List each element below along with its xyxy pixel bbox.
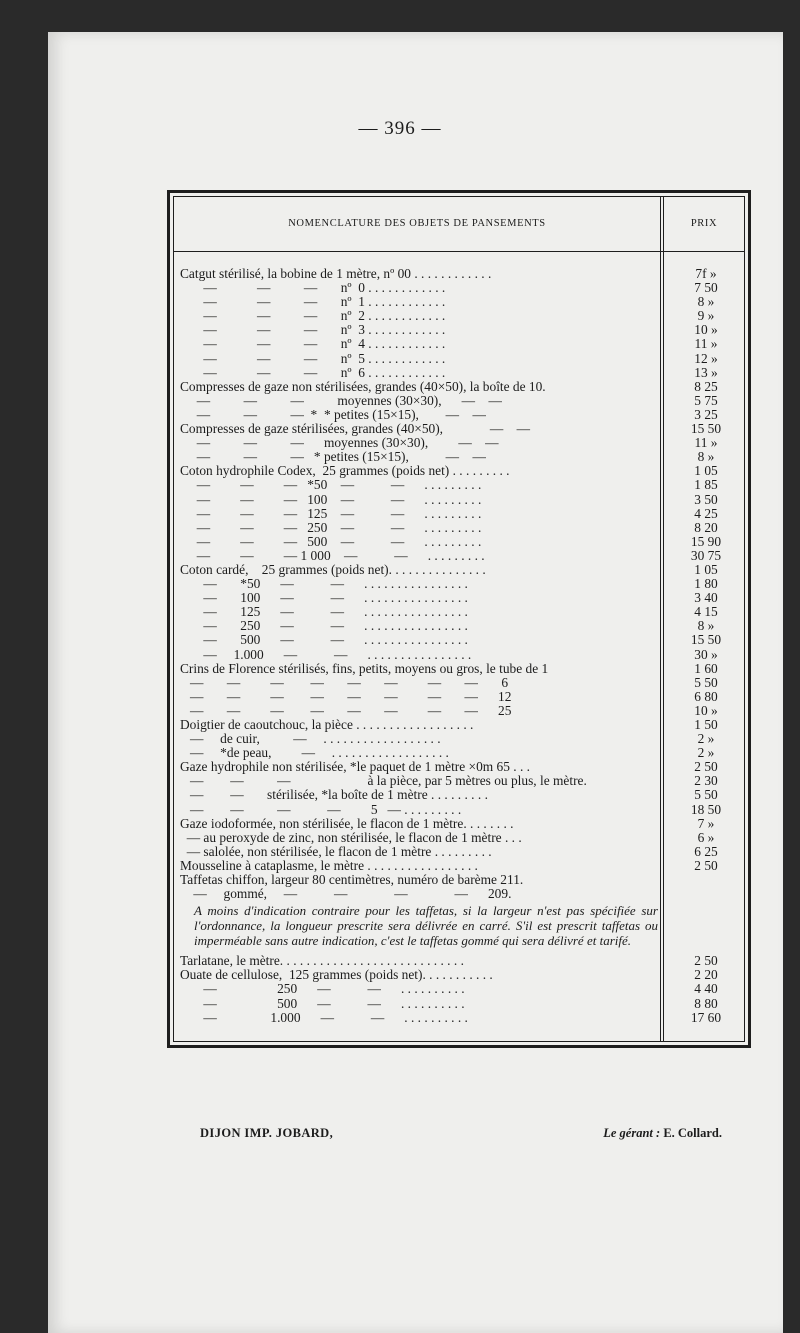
table-row (174, 746, 744, 760)
item-description: — — — à la pièce, par 5 mètres ou plus, le mètre. (180, 774, 587, 789)
item-price: 5 50 (694, 674, 718, 690)
item-price: 8 25 (694, 378, 718, 394)
item-description: — 1.000 — — . . . . . . . . . . (180, 1010, 468, 1025)
item-price: 3 40 (694, 590, 718, 606)
item-price: 1 80 (694, 576, 718, 592)
item-description: Catgut stérilisé, la bobine de 1 mètre, nº 00 . . . . . . . . . . . . (180, 267, 492, 281)
item-description: — 250 — — . . . . . . . . . . . . . . . . (180, 619, 468, 634)
item-price: 1 05 (694, 463, 718, 479)
item-description: — — — 125 — — . . . . . . . . . (180, 506, 482, 521)
table-row (174, 380, 744, 394)
item-description: — *50 — — . . . . . . . . . . . . . . . . (180, 577, 468, 592)
table-row (174, 633, 744, 647)
price-table (167, 190, 751, 1048)
item-description: — *de peau, — . . . . . . . . . . . . . . . . . . (180, 746, 449, 761)
item-price: 6 » (697, 829, 715, 845)
item-description: Ouate de cellulose, 125 grammes (poids net). . . . . . . . . . . (180, 968, 493, 983)
item-description: — — — moyennes (30×30), — — (180, 393, 502, 408)
table-row (174, 295, 744, 309)
table-row (174, 774, 744, 788)
item-list-main (174, 267, 744, 901)
table-row (174, 817, 744, 831)
item-list-secondary (174, 954, 744, 1024)
gerant-name: E. Collard. (663, 1126, 722, 1140)
item-description: — — — * * petites (15×15), — — (180, 407, 486, 422)
printer-imprint: DIJON IMP. JOBARD, (200, 1126, 334, 1140)
item-price: 3 50 (694, 491, 718, 507)
item-description: — 125 — — . . . . . . . . . . . . . . . . (180, 605, 468, 620)
item-price: 7 » (697, 815, 715, 831)
table-row (174, 450, 744, 464)
item-description: — — — *50 — — . . . . . . . . . (180, 478, 482, 493)
item-price: 5 50 (694, 787, 718, 803)
item-description: — gommé, — — — — 209. (180, 887, 512, 902)
item-price: 30 » (694, 646, 718, 662)
item-price: 1 60 (694, 660, 718, 676)
item-description: — — — moyennes (30×30), — — (180, 436, 499, 451)
table-row (174, 436, 744, 450)
item-price: 8 » (697, 294, 715, 310)
table-row (174, 732, 744, 746)
item-price: 2 20 (694, 967, 718, 983)
item-description: — — stérilisée, *la boîte de 1 mètre . . . . . . . . . (180, 788, 488, 803)
table-row (174, 982, 744, 996)
item-price: 4 25 (694, 505, 718, 521)
item-description: — — — nº 1 . . . . . . . . . . . . (180, 295, 446, 310)
table-row (174, 605, 744, 619)
gerant-label: Le gérant : (603, 1126, 661, 1140)
item-description: — — — nº 3 . . . . . . . . . . . . (180, 323, 446, 338)
page-number: — 396 — (358, 118, 442, 139)
table-row (174, 845, 744, 859)
item-description: Coton hydrophile Codex, 25 grammes (poids net) . . . . . . . . . (180, 464, 510, 479)
item-price: 7f » (695, 266, 717, 281)
table-row (174, 464, 744, 478)
item-price: 30 75 (690, 547, 722, 563)
item-price: 2 » (697, 745, 715, 761)
item-description: — — — nº 5 . . . . . . . . . . . . (180, 351, 446, 366)
table-row (174, 690, 744, 704)
item-description: Coton cardé, 25 grammes (poids net). . . . . . . . . . . . . . . (180, 562, 486, 577)
item-price: 2 50 (694, 857, 718, 873)
table-row (174, 662, 744, 676)
item-description: — — — — — — — — 6 (180, 675, 509, 690)
item-price: 13 » (694, 364, 718, 380)
table-row (174, 337, 744, 351)
item-description: — salolée, non stérilisée, le flacon de 1 mètre . . . . . . . . . (180, 844, 492, 859)
table-body (174, 267, 744, 1025)
item-price: 17 60 (690, 1009, 722, 1025)
item-description: Taffetas chiffon, largeur 80 centimètres, numéro de barème 211. (180, 873, 524, 888)
table-row (174, 859, 744, 873)
item-price: 4 40 (694, 981, 718, 997)
table-row (174, 954, 744, 968)
table-row (174, 563, 744, 577)
table-inner-border (173, 196, 745, 1042)
table-row (174, 831, 744, 845)
table-row (174, 408, 744, 422)
table-row (174, 704, 744, 718)
item-price: 2 50 (694, 953, 718, 969)
item-price: 15 50 (690, 632, 722, 648)
table-row (174, 591, 744, 605)
item-description: — — — nº 2 . . . . . . . . . . . . (180, 309, 446, 324)
item-price: 2 50 (694, 759, 718, 775)
item-price: 8 » (697, 618, 715, 634)
table-row (174, 493, 744, 507)
item-price: 11 » (694, 435, 718, 451)
taffetas-note: A moins d'indication contraire pour les taffetas, si la largeur n'est pas spécifiée sur l'ordonnance, la longueur prescrite sera délivrée en carré. S'il est prescrit taffetas ou imperméable sans autre indication, c'est le taffetas gommé qui sera délivré et tarifé. (194, 903, 658, 949)
item-price: 11 » (694, 336, 718, 352)
table-row (174, 873, 744, 887)
item-description: — 500 — — . . . . . . . . . . . . . . . . (180, 633, 468, 648)
item-price: 8 » (697, 449, 715, 465)
item-description: — — — nº 0 . . . . . . . . . . . . (180, 281, 446, 296)
item-price: 12 » (694, 350, 718, 366)
item-description: Gaze hydrophile non stérilisée, *le paquet de 1 mètre ×0m 65 . . . (180, 760, 531, 775)
table-row (174, 281, 744, 295)
table-row (174, 535, 744, 549)
table-row (174, 788, 744, 802)
item-description: Compresses de gaze non stérilisées, grandes (40×50), la boîte de 10. (180, 379, 546, 394)
item-description: — — — nº 4 . . . . . . . . . . . . (180, 337, 446, 352)
item-description: — 500 — — . . . . . . . . . . (180, 996, 465, 1011)
table-row (174, 309, 744, 323)
item-description: — au peroxyde de zinc, non stérilisée, le flacon de 1 mètre . . . (180, 830, 522, 845)
item-price: 3 25 (694, 406, 718, 422)
gerant-signature (603, 1126, 722, 1141)
item-price: 6 25 (694, 843, 718, 859)
column-header-nomenclature: NOMENCLATURE DES OBJETS DE PANSEMENTS (288, 218, 546, 229)
table-row (174, 803, 744, 817)
table-row (174, 760, 744, 774)
table-row (174, 366, 744, 380)
table-row (174, 577, 744, 591)
item-description: Crins de Florence stérilisés, fins, petits, moyens ou gros, le tube de 1 (180, 661, 549, 676)
table-row (174, 718, 744, 732)
item-description: — 250 — — . . . . . . . . . . (180, 982, 465, 997)
table-row (174, 619, 744, 633)
item-description: — — — 100 — — . . . . . . . . . (180, 492, 482, 507)
item-price: 2 30 (694, 773, 718, 789)
item-description: Mousseline à cataplasme, le mètre . . . . . . . . . . . . . . . . . (180, 858, 478, 873)
item-description: — — — 500 — — . . . . . . . . . (180, 534, 482, 549)
item-price: 8 20 (694, 519, 718, 535)
item-description: — — — — 5 — . . . . . . . . . (180, 802, 462, 817)
item-description: — 100 — — . . . . . . . . . . . . . . . . (180, 591, 468, 606)
table-row (174, 323, 744, 337)
item-description: — 1.000 — — . . . . . . . . . . . . . . . . (180, 647, 472, 662)
table-row (174, 478, 744, 492)
table-row (174, 521, 744, 535)
table-row (174, 394, 744, 408)
table-row (174, 997, 744, 1011)
item-price: 1 50 (694, 717, 718, 732)
table-row (174, 1011, 744, 1025)
header-divider (174, 251, 744, 252)
item-price: 4 15 (694, 604, 718, 620)
item-price: 9 » (697, 308, 715, 324)
item-description: Gaze iodoformée, non stérilisée, le flacon de 1 mètre. . . . . . . . (180, 816, 514, 831)
item-description: — — — * petites (15×15), — — (180, 450, 486, 465)
item-price: 8 80 (694, 995, 718, 1011)
item-price: 1 05 (694, 561, 718, 577)
item-price: 15 90 (690, 533, 722, 549)
item-price: 1 85 (694, 477, 718, 493)
table-row (174, 648, 744, 662)
item-description: — — — nº 6 . . . . . . . . . . . . (180, 365, 446, 380)
item-description: Doigtier de caoutchouc, la pièce . . . . . . . . . . . . . . . . . . (180, 718, 474, 732)
table-row (174, 968, 744, 982)
table-row (174, 676, 744, 690)
item-price: 7 50 (694, 280, 718, 296)
table-row (174, 887, 744, 901)
item-description: Tarlatane, le mètre. . . . . . . . . . . . . . . . . . . . . . . . . . . . (180, 954, 464, 969)
item-description: — — — 1 000 — — . . . . . . . . . (180, 548, 485, 563)
item-price: 15 50 (690, 421, 722, 437)
table-row (174, 549, 744, 563)
table-row (174, 422, 744, 436)
table-row (174, 352, 744, 366)
item-price: 10 » (694, 702, 718, 718)
table-row (174, 507, 744, 521)
item-price: 5 75 (694, 392, 718, 408)
table-row (174, 267, 744, 281)
item-description: — — — 250 — — . . . . . . . . . (180, 520, 482, 535)
item-price: 6 80 (694, 688, 718, 704)
item-description: — — — — — — — — 25 (180, 703, 512, 718)
item-price: 10 » (694, 322, 718, 338)
item-price: 2 » (697, 731, 715, 747)
item-description: — de cuir, — . . . . . . . . . . . . . . . . . . (180, 732, 441, 747)
item-price: 18 50 (690, 801, 722, 817)
item-description: Compresses de gaze stérilisées, grandes (40×50), — — (180, 422, 531, 437)
column-header-price: PRIX (690, 218, 718, 229)
item-description: — — — — — — — — 12 (180, 689, 512, 704)
